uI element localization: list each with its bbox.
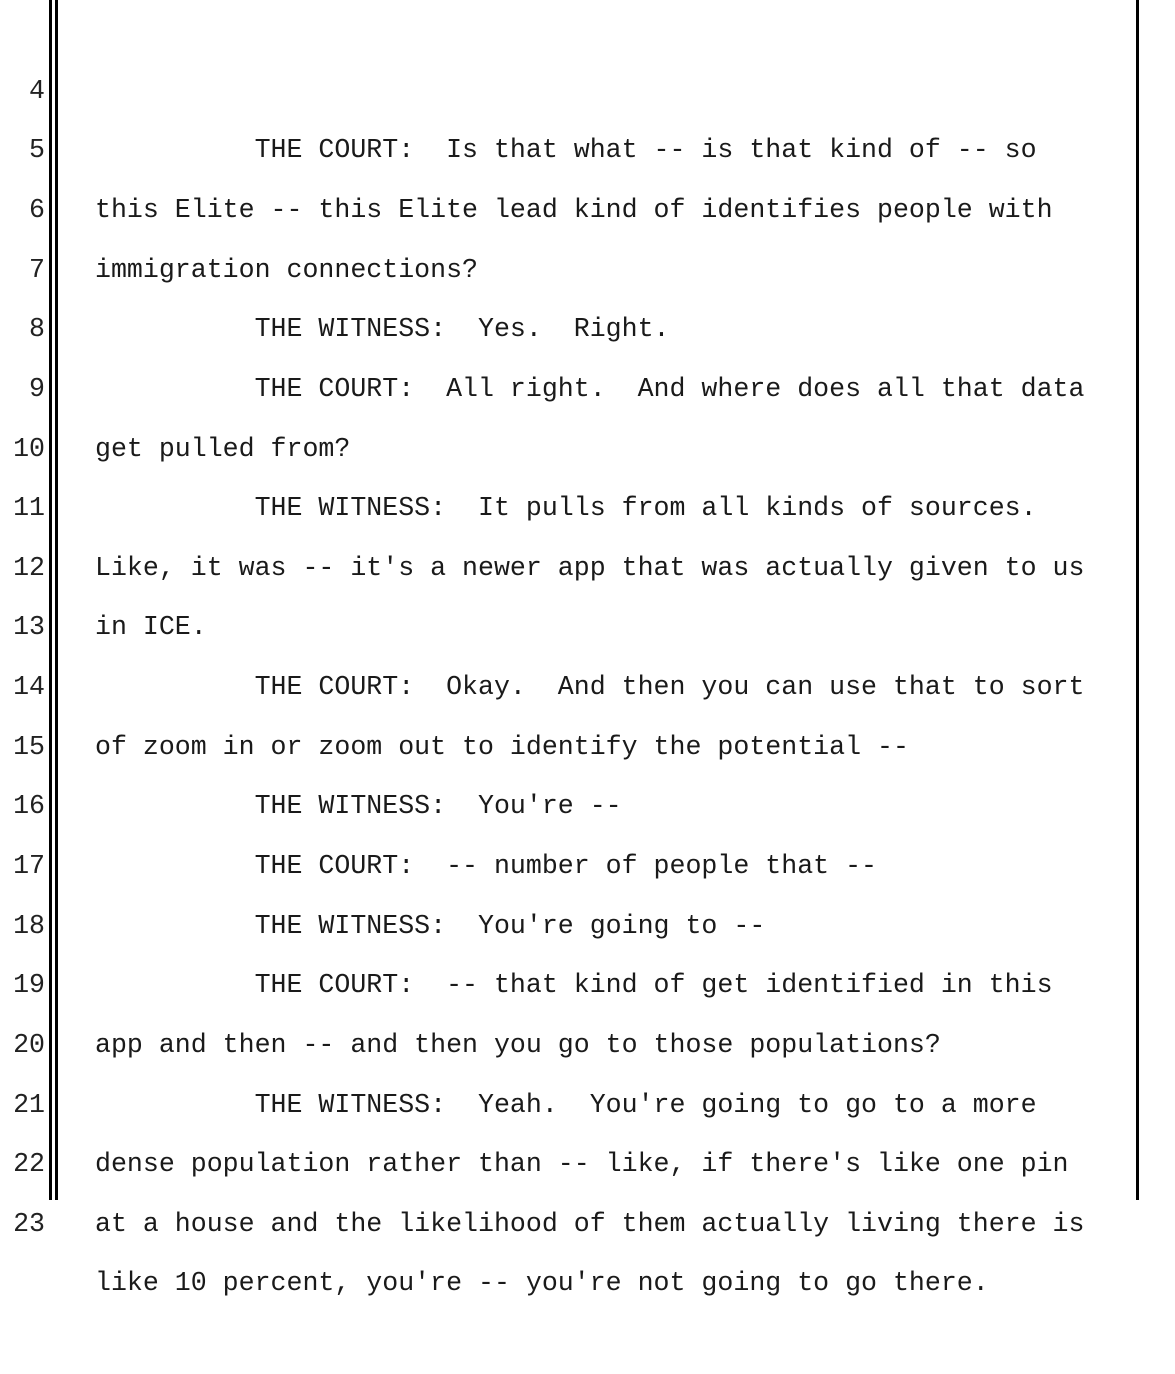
line-number: 6	[29, 194, 45, 225]
line-text: Like, it was -- it's a newer app that was actually given to us	[95, 552, 1085, 583]
line-text: this Elite -- this Elite lead kind of identifies people with	[95, 194, 1053, 225]
line-text: THE WITNESS: Yes. Right.	[95, 314, 670, 345]
line-text: at a house and the likelihood of them actually living there is	[95, 1208, 1085, 1239]
line-text: THE COURT: Is that what -- is that kind of -- so	[95, 135, 1037, 166]
line-number: 10	[13, 433, 45, 464]
line-number: 14	[13, 672, 45, 703]
line-number: 8	[29, 314, 45, 345]
line-number: 13	[13, 612, 45, 643]
line-number: 11	[13, 493, 45, 524]
line-number: 15	[13, 731, 45, 762]
line-number: 17	[13, 850, 45, 881]
line-text: THE COURT: -- number of people that --	[95, 851, 877, 881]
line-number: 23	[13, 1208, 45, 1239]
line-text: THE WITNESS: Yeah. You're going to go to a more	[95, 1089, 1037, 1120]
line-number: 12	[13, 552, 45, 583]
line-text: of zoom in or zoom out to identify the potential --	[95, 731, 909, 762]
transcript-line	[0, 2, 1175, 166]
line-text: immigration connections?	[95, 254, 479, 285]
transcript-lines	[0, 2, 1175, 1299]
line-number: 4	[29, 75, 45, 106]
line-text: app and then -- and then you go to those populations?	[95, 1029, 941, 1060]
line-text: like 10 percent, you're -- you're not going to go there.	[95, 1268, 989, 1299]
line-number: 22	[13, 1149, 45, 1180]
line-number: 16	[13, 791, 45, 822]
line-text: THE COURT: Okay. And then you can use that to sort	[95, 672, 1085, 703]
line-number: 9	[29, 373, 45, 404]
line-number: 7	[29, 254, 45, 285]
line-text: THE COURT: All right. And where does all that data	[95, 373, 1085, 404]
line-text: get pulled from?	[95, 433, 351, 464]
line-text: THE WITNESS: You're --	[95, 791, 622, 822]
line-text: THE WITNESS: It pulls from all kinds of sources.	[95, 493, 1037, 524]
line-number: 20	[13, 1029, 45, 1060]
line-text: THE COURT: -- that kind of get identified in this	[95, 970, 1053, 1001]
line-number: 19	[13, 970, 45, 1001]
line-text: in ICE.	[95, 612, 207, 643]
line-text: dense population rather than -- like, if there's like one pin	[95, 1149, 1069, 1180]
line-number: 18	[13, 910, 45, 941]
line-number: 21	[13, 1089, 45, 1120]
line-text: THE WITNESS: You're going to --	[95, 910, 766, 941]
line-number: 5	[29, 135, 45, 166]
